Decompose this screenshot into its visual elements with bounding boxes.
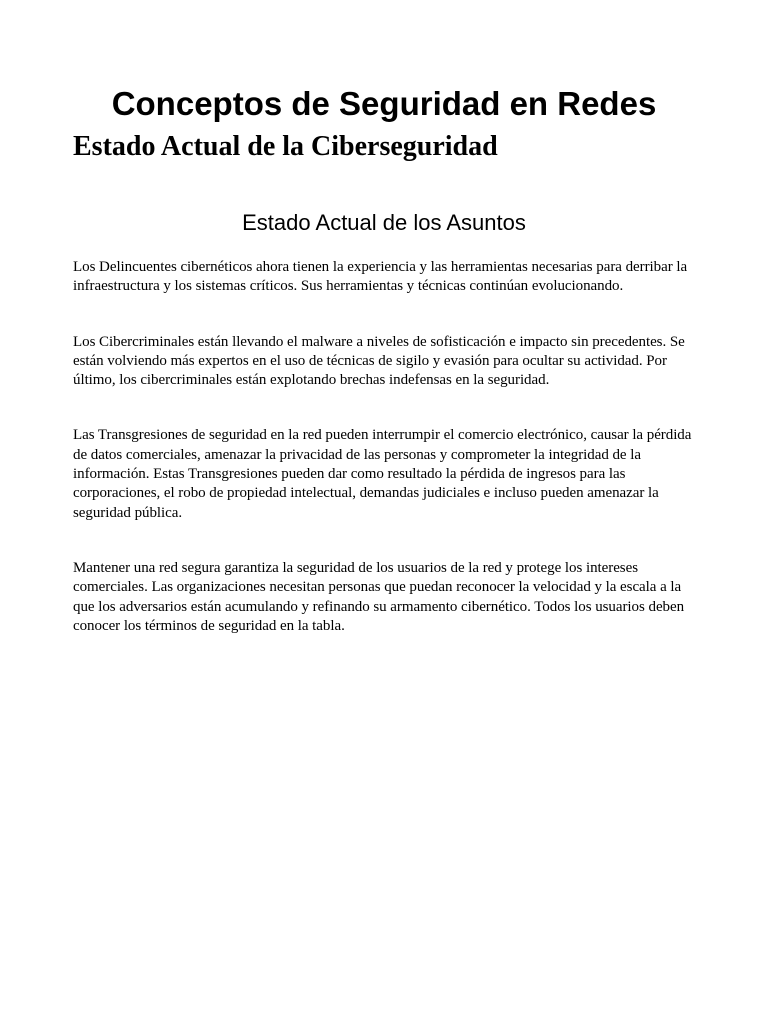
- section-title: Estado Actual de la Ciberseguridad: [73, 131, 498, 162]
- paragraph-3: Las Transgresiones de seguridad en la red pueden interrumpir el comercio electrónico, causar la pérdida de datos comerciales, amenazar la privacidad de las personas y comprometer la integridad de la información. Estas Transgresiones pueden dar como resultado la pérdida de ingresos para las corporaciones, el robo de propiedad intelectual, demandas judiciales e incluso pueden amenazar la seguridad pública.: [73, 427, 692, 521]
- paragraph-4: Mantener una red segura garantiza la seguridad de los usuarios de la red y protege los intereses comerciales. Las organizaciones necesitan personas que puedan reconocer la velocidad y la escala a la que los adversarios están acumulando y refinando su armamento cibernético. Todos los usuarios deben conocer los términos de seguridad en la tabla.: [73, 559, 685, 634]
- paragraph-2: Los Cibercriminales están llevando el malware a niveles de sofisticación e impacto sin precedentes. Se están volviendo más expertos en el uso de técnicas de sigilo y evasión para ocultar su actividad. Por último, los cibercriminales están explotando brechas indefensas en la seguridad.: [73, 333, 685, 389]
- paragraph-1: Los Delincuentes cibernéticos ahora tienen la experiencia y las herramientas necesarias para derribar la infraestructura y los sistemas críticos. Sus herramientas y técnicas continúan evolucionando.: [73, 259, 688, 295]
- subsection-title: Estado Actual de los Asuntos: [242, 210, 526, 235]
- document-title: Conceptos de Seguridad en Redes: [111, 85, 657, 122]
